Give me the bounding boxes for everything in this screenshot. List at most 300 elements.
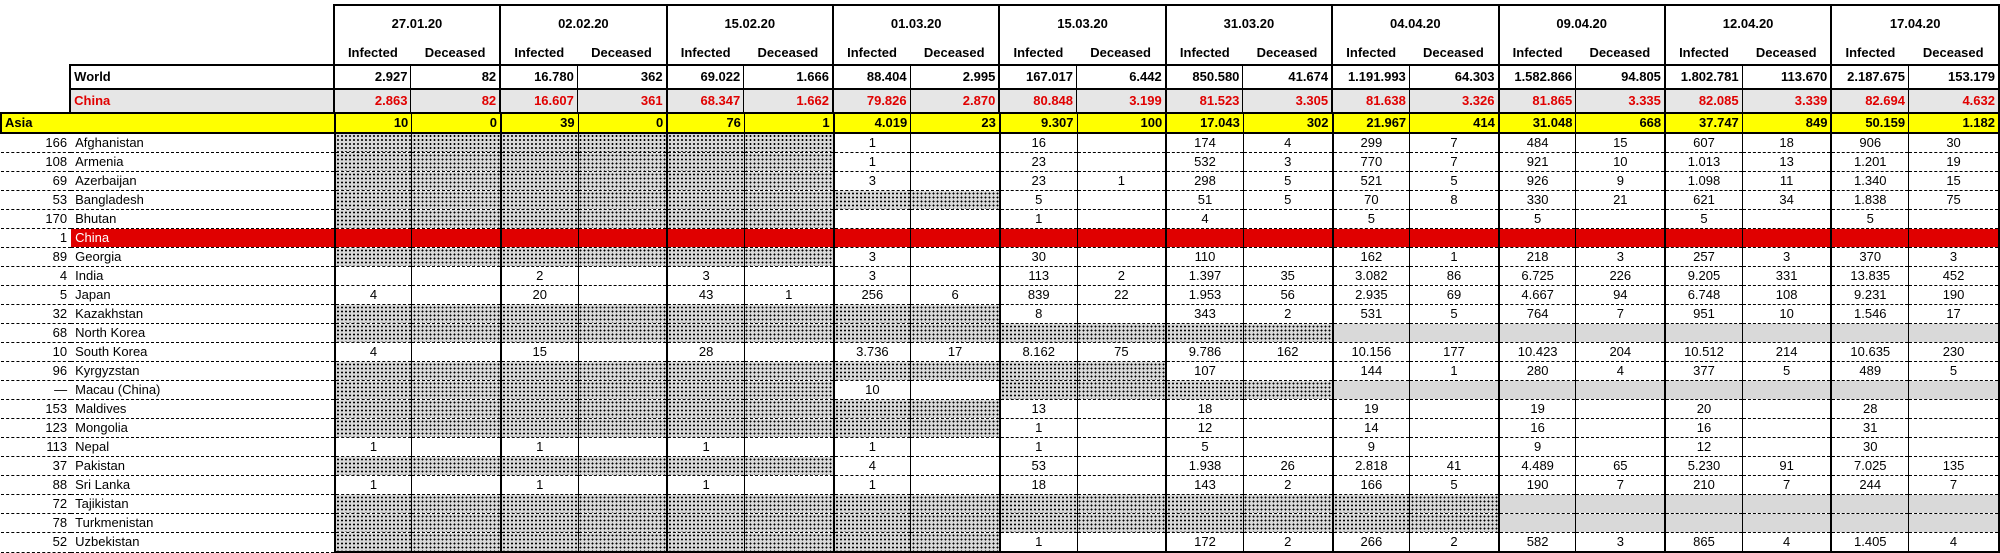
country-value: 5 — [1499, 210, 1576, 229]
country-value: 9 — [1333, 438, 1410, 457]
country-value: 582 — [1499, 533, 1576, 553]
country-value: 5 — [1831, 210, 1908, 229]
country-value — [1576, 514, 1665, 533]
country-value — [578, 267, 667, 286]
country-value — [1243, 229, 1332, 248]
country-value — [1576, 381, 1665, 400]
country-row — [1, 191, 1999, 210]
asia-value: 31.048 — [1499, 113, 1576, 133]
country-value — [1077, 362, 1166, 381]
country-value: 172 — [1166, 533, 1243, 553]
spacer-cell — [0, 89, 70, 113]
country-value: 1.098 — [1665, 172, 1742, 191]
asia-value: 1 — [744, 113, 833, 133]
country-value: 12 — [1166, 419, 1243, 438]
country-value — [834, 305, 911, 324]
country-value — [1000, 362, 1077, 381]
country-value — [335, 153, 412, 172]
country-rank: 89 — [1, 248, 71, 267]
country-value — [1166, 495, 1243, 514]
country-value — [578, 210, 667, 229]
date-header: 01.03.20 — [833, 5, 999, 42]
china-value: 3.305 — [1243, 89, 1332, 113]
country-value: 15 — [1576, 133, 1665, 153]
country-value: 9.786 — [1166, 343, 1243, 362]
country-value: 94 — [1576, 286, 1665, 305]
country-value: 23 — [1000, 172, 1077, 191]
country-value: 521 — [1333, 172, 1410, 191]
country-name: Afghanistan — [71, 133, 335, 153]
country-value — [501, 172, 578, 191]
country-value: 906 — [1831, 133, 1908, 153]
country-row — [1, 229, 1999, 248]
country-value — [744, 362, 833, 381]
country-value — [501, 533, 578, 553]
country-value — [1742, 210, 1831, 229]
country-value: 13 — [1742, 153, 1831, 172]
country-row — [1, 153, 1999, 172]
world-value: 113.670 — [1742, 65, 1831, 89]
country-value — [667, 495, 744, 514]
world-value: 82 — [411, 65, 500, 89]
country-value: 30 — [1909, 133, 1999, 153]
country-value: 28 — [1831, 400, 1908, 419]
country-value — [1243, 210, 1332, 229]
country-value — [744, 381, 833, 400]
country-rank: 123 — [1, 419, 71, 438]
country-value — [744, 419, 833, 438]
country-value: 452 — [1909, 267, 1999, 286]
country-value — [1410, 381, 1499, 400]
country-value: 11 — [1742, 172, 1831, 191]
country-value — [744, 343, 833, 362]
country-value: 35 — [1243, 267, 1332, 286]
china-value: 3.335 — [1576, 89, 1665, 113]
spacer-cell — [70, 42, 334, 65]
country-value: 214 — [1742, 343, 1831, 362]
country-name: Georgia — [71, 248, 335, 267]
world-value: 64.303 — [1409, 65, 1498, 89]
country-value: 34 — [1742, 191, 1831, 210]
country-value — [1243, 438, 1332, 457]
country-value: 162 — [1243, 343, 1332, 362]
country-value — [667, 514, 744, 533]
country-value — [412, 495, 501, 514]
country-value: 1 — [1077, 172, 1166, 191]
country-value — [1077, 457, 1166, 476]
country-value: 3 — [1243, 153, 1332, 172]
country-value: 4 — [335, 343, 412, 362]
country-value — [911, 457, 1000, 476]
infected-header: Infected — [667, 42, 744, 65]
infected-header: Infected — [1166, 42, 1243, 65]
country-value — [412, 324, 501, 343]
country-value — [1410, 229, 1499, 248]
country-value: 370 — [1831, 248, 1908, 267]
infected-header: Infected — [1831, 42, 1908, 65]
country-value: 7 — [1909, 476, 1999, 495]
country-rank: 78 — [1, 514, 71, 533]
country-value — [501, 400, 578, 419]
infected-header: Infected — [999, 42, 1076, 65]
country-value — [1909, 381, 1999, 400]
country-value: 65 — [1576, 457, 1665, 476]
date-header: 17.04.20 — [1831, 5, 1999, 42]
country-row — [1, 533, 1999, 553]
country-value — [578, 495, 667, 514]
country-value: 10.512 — [1665, 343, 1742, 362]
country-value — [834, 495, 911, 514]
world-label: World — [70, 65, 334, 89]
country-value — [1410, 514, 1499, 533]
country-rank: 113 — [1, 438, 71, 457]
country-value — [1243, 248, 1332, 267]
spacer-cell — [0, 42, 70, 65]
country-value — [1831, 229, 1908, 248]
country-value: 75 — [1077, 343, 1166, 362]
asia-table — [0, 112, 2000, 553]
country-value — [412, 476, 501, 495]
country-value — [335, 305, 412, 324]
country-value — [834, 191, 911, 210]
country-value — [911, 172, 1000, 191]
country-name: Mongolia — [71, 419, 335, 438]
country-value — [335, 229, 412, 248]
china-value: 82 — [411, 89, 500, 113]
country-value — [1742, 324, 1831, 343]
country-value: 13.835 — [1831, 267, 1908, 286]
country-value: 257 — [1665, 248, 1742, 267]
country-value — [412, 172, 501, 191]
country-value — [834, 400, 911, 419]
country-value — [501, 191, 578, 210]
country-value: 2.818 — [1333, 457, 1410, 476]
country-value — [412, 533, 501, 553]
country-value — [744, 305, 833, 324]
country-value — [667, 419, 744, 438]
country-value: 21 — [1576, 191, 1665, 210]
country-value: 19 — [1333, 400, 1410, 419]
country-rank: 53 — [1, 191, 71, 210]
country-name: Armenia — [71, 153, 335, 172]
country-value: 26 — [1243, 457, 1332, 476]
country-value: 298 — [1166, 172, 1243, 191]
country-value — [1243, 324, 1332, 343]
china-value: 68.347 — [667, 89, 744, 113]
country-value: 1.201 — [1831, 153, 1908, 172]
infected-header: Infected — [500, 42, 577, 65]
country-value — [744, 191, 833, 210]
china-value: 81.638 — [1332, 89, 1409, 113]
country-value: 280 — [1499, 362, 1576, 381]
country-value — [911, 133, 1000, 153]
country-value: 5 — [1243, 191, 1332, 210]
country-value — [667, 133, 744, 153]
country-value: 3 — [667, 267, 744, 286]
country-value — [1077, 419, 1166, 438]
country-value — [1831, 495, 1908, 514]
infected-header: Infected — [833, 42, 910, 65]
country-value: 607 — [1665, 133, 1742, 153]
country-value: 10 — [834, 381, 911, 400]
country-value: 69 — [1410, 286, 1499, 305]
spacer-cell — [70, 5, 334, 42]
country-value: 7 — [1576, 305, 1665, 324]
country-value: 4 — [1576, 362, 1665, 381]
asia-value: 76 — [667, 113, 744, 133]
world-value: 1.582.866 — [1499, 65, 1576, 89]
country-value — [412, 438, 501, 457]
country-value: 23 — [1000, 153, 1077, 172]
country-name: Bangladesh — [71, 191, 335, 210]
deceased-header: Deceased — [744, 42, 833, 65]
country-value: 1 — [501, 476, 578, 495]
country-value: 299 — [1333, 133, 1410, 153]
country-value — [667, 191, 744, 210]
country-value — [744, 172, 833, 191]
country-value: 10 — [1742, 305, 1831, 324]
country-value: 108 — [1742, 286, 1831, 305]
china-value: 3.199 — [1077, 89, 1166, 113]
country-value: 3 — [1576, 533, 1665, 553]
country-value: 1 — [667, 476, 744, 495]
country-value: 10.423 — [1499, 343, 1576, 362]
country-value: 764 — [1499, 305, 1576, 324]
country-value — [412, 153, 501, 172]
country-value: 174 — [1166, 133, 1243, 153]
country-rank: — — [1, 381, 71, 400]
country-value — [911, 210, 1000, 229]
country-name: Turkmenistan — [71, 514, 335, 533]
country-value — [578, 153, 667, 172]
asia-value: 100 — [1077, 113, 1166, 133]
asia-value: 50.159 — [1831, 113, 1908, 133]
country-value: 16 — [1499, 419, 1576, 438]
country-value — [335, 457, 412, 476]
country-value — [667, 362, 744, 381]
country-value — [501, 153, 578, 172]
asia-value: 0 — [412, 113, 501, 133]
country-value — [744, 457, 833, 476]
country-value: 22 — [1077, 286, 1166, 305]
country-value — [1077, 514, 1166, 533]
world-value: 1.191.993 — [1332, 65, 1409, 89]
country-value — [1909, 210, 1999, 229]
country-value: 2 — [1243, 305, 1332, 324]
country-value — [578, 191, 667, 210]
asia-value: 37.747 — [1665, 113, 1742, 133]
country-value — [1077, 400, 1166, 419]
country-value: 3.082 — [1333, 267, 1410, 286]
country-name: Bhutan — [71, 210, 335, 229]
country-value — [335, 191, 412, 210]
country-value: 621 — [1665, 191, 1742, 210]
country-value — [1000, 229, 1077, 248]
country-value: 135 — [1909, 457, 1999, 476]
country-value — [335, 324, 412, 343]
country-value — [1909, 495, 1999, 514]
country-value: 210 — [1665, 476, 1742, 495]
country-value: 3 — [1909, 248, 1999, 267]
country-value: 18 — [1742, 133, 1831, 153]
country-value — [911, 495, 1000, 514]
world-value: 69.022 — [667, 65, 744, 89]
country-value: 484 — [1499, 133, 1576, 153]
asia-value: 302 — [1243, 113, 1332, 133]
country-value: 143 — [1166, 476, 1243, 495]
country-value — [1410, 210, 1499, 229]
country-value: 865 — [1665, 533, 1742, 553]
country-row — [1, 267, 1999, 286]
country-value — [911, 476, 1000, 495]
country-value: 10.635 — [1831, 343, 1908, 362]
country-value: 110 — [1166, 248, 1243, 267]
country-value: 1 — [1000, 533, 1077, 553]
country-value: 9.205 — [1665, 267, 1742, 286]
country-value — [1742, 381, 1831, 400]
country-row — [1, 400, 1999, 419]
country-rank: 72 — [1, 495, 71, 514]
country-rank: 153 — [1, 400, 71, 419]
country-value — [1077, 476, 1166, 495]
country-value: 190 — [1909, 286, 1999, 305]
country-value: 41 — [1410, 457, 1499, 476]
country-row — [1, 457, 1999, 476]
country-row — [1, 133, 1999, 153]
country-value: 9 — [1499, 438, 1576, 457]
country-value: 5 — [1166, 438, 1243, 457]
country-value — [1665, 229, 1742, 248]
country-row — [1, 438, 1999, 457]
infected-header: Infected — [1499, 42, 1576, 65]
date-header: 15.03.20 — [999, 5, 1165, 42]
country-value: 1.340 — [1831, 172, 1908, 191]
country-value: 926 — [1499, 172, 1576, 191]
country-value: 5 — [1333, 210, 1410, 229]
country-value — [412, 419, 501, 438]
country-value — [744, 438, 833, 457]
country-value: 75 — [1909, 191, 1999, 210]
country-value — [1000, 514, 1077, 533]
asia-label: Asia — [1, 113, 335, 133]
country-row — [1, 305, 1999, 324]
country-row — [1, 514, 1999, 533]
country-value — [1909, 229, 1999, 248]
country-value — [1000, 495, 1077, 514]
country-name: Japan — [71, 286, 335, 305]
country-value: 1 — [1410, 362, 1499, 381]
country-value — [1665, 381, 1742, 400]
country-value: 377 — [1665, 362, 1742, 381]
summary-table — [0, 4, 2000, 114]
country-value — [911, 153, 1000, 172]
country-value: 10 — [1576, 153, 1665, 172]
country-value — [667, 153, 744, 172]
country-value: 1.405 — [1831, 533, 1908, 553]
country-value — [1831, 381, 1908, 400]
country-value — [1077, 229, 1166, 248]
country-value — [1665, 495, 1742, 514]
country-value: 7 — [1410, 153, 1499, 172]
country-value: 1 — [744, 286, 833, 305]
china-value: 79.826 — [833, 89, 910, 113]
country-value: 30 — [1831, 438, 1908, 457]
country-value — [1742, 438, 1831, 457]
china-row — [0, 89, 1999, 113]
country-value — [1077, 210, 1166, 229]
infected-header: Infected — [1665, 42, 1742, 65]
country-value: 9.231 — [1831, 286, 1908, 305]
country-value: 20 — [1665, 400, 1742, 419]
spacer-cell — [0, 65, 70, 89]
asia-value: 10 — [335, 113, 412, 133]
country-value: 2 — [1243, 476, 1332, 495]
country-value: 10.156 — [1333, 343, 1410, 362]
country-value — [578, 514, 667, 533]
country-rank: 108 — [1, 153, 71, 172]
country-value — [834, 324, 911, 343]
country-value — [412, 210, 501, 229]
country-value — [1909, 438, 1999, 457]
country-value — [578, 133, 667, 153]
date-header: 12.04.20 — [1665, 5, 1831, 42]
country-value — [578, 457, 667, 476]
country-value: 3 — [834, 248, 911, 267]
country-value — [578, 324, 667, 343]
country-value: 331 — [1742, 267, 1831, 286]
country-value — [1909, 514, 1999, 533]
country-value — [1243, 400, 1332, 419]
country-value: 1 — [1000, 419, 1077, 438]
country-rank: 10 — [1, 343, 71, 362]
deceased-header: Deceased — [1908, 42, 1999, 65]
date-header: 04.04.20 — [1332, 5, 1498, 42]
china-value: 80.848 — [999, 89, 1076, 113]
country-value — [578, 305, 667, 324]
country-value — [911, 324, 1000, 343]
infected-header: Infected — [334, 42, 411, 65]
country-value: 8 — [1000, 305, 1077, 324]
country-value: 1.546 — [1831, 305, 1908, 324]
country-value: 343 — [1166, 305, 1243, 324]
country-value: 4 — [1166, 210, 1243, 229]
asia-value: 414 — [1410, 113, 1499, 133]
country-value — [744, 400, 833, 419]
deceased-header: Deceased — [1576, 42, 1665, 65]
country-name: Uzbekistan — [71, 533, 335, 553]
world-row — [0, 65, 1999, 89]
country-value — [1077, 438, 1166, 457]
china-value: 82.085 — [1665, 89, 1742, 113]
country-value — [578, 400, 667, 419]
country-value — [667, 210, 744, 229]
country-value — [412, 133, 501, 153]
country-value — [578, 229, 667, 248]
country-value: 6 — [911, 286, 1000, 305]
country-value: 28 — [667, 343, 744, 362]
country-value — [1243, 514, 1332, 533]
country-name: Kazakhstan — [71, 305, 335, 324]
country-value — [1333, 381, 1410, 400]
country-value — [1077, 153, 1166, 172]
country-value — [335, 419, 412, 438]
china-value: 1.662 — [744, 89, 833, 113]
country-value — [834, 419, 911, 438]
asia-value: 9.307 — [1000, 113, 1077, 133]
country-value — [1499, 229, 1576, 248]
country-value — [911, 400, 1000, 419]
china-label: China — [70, 89, 334, 113]
